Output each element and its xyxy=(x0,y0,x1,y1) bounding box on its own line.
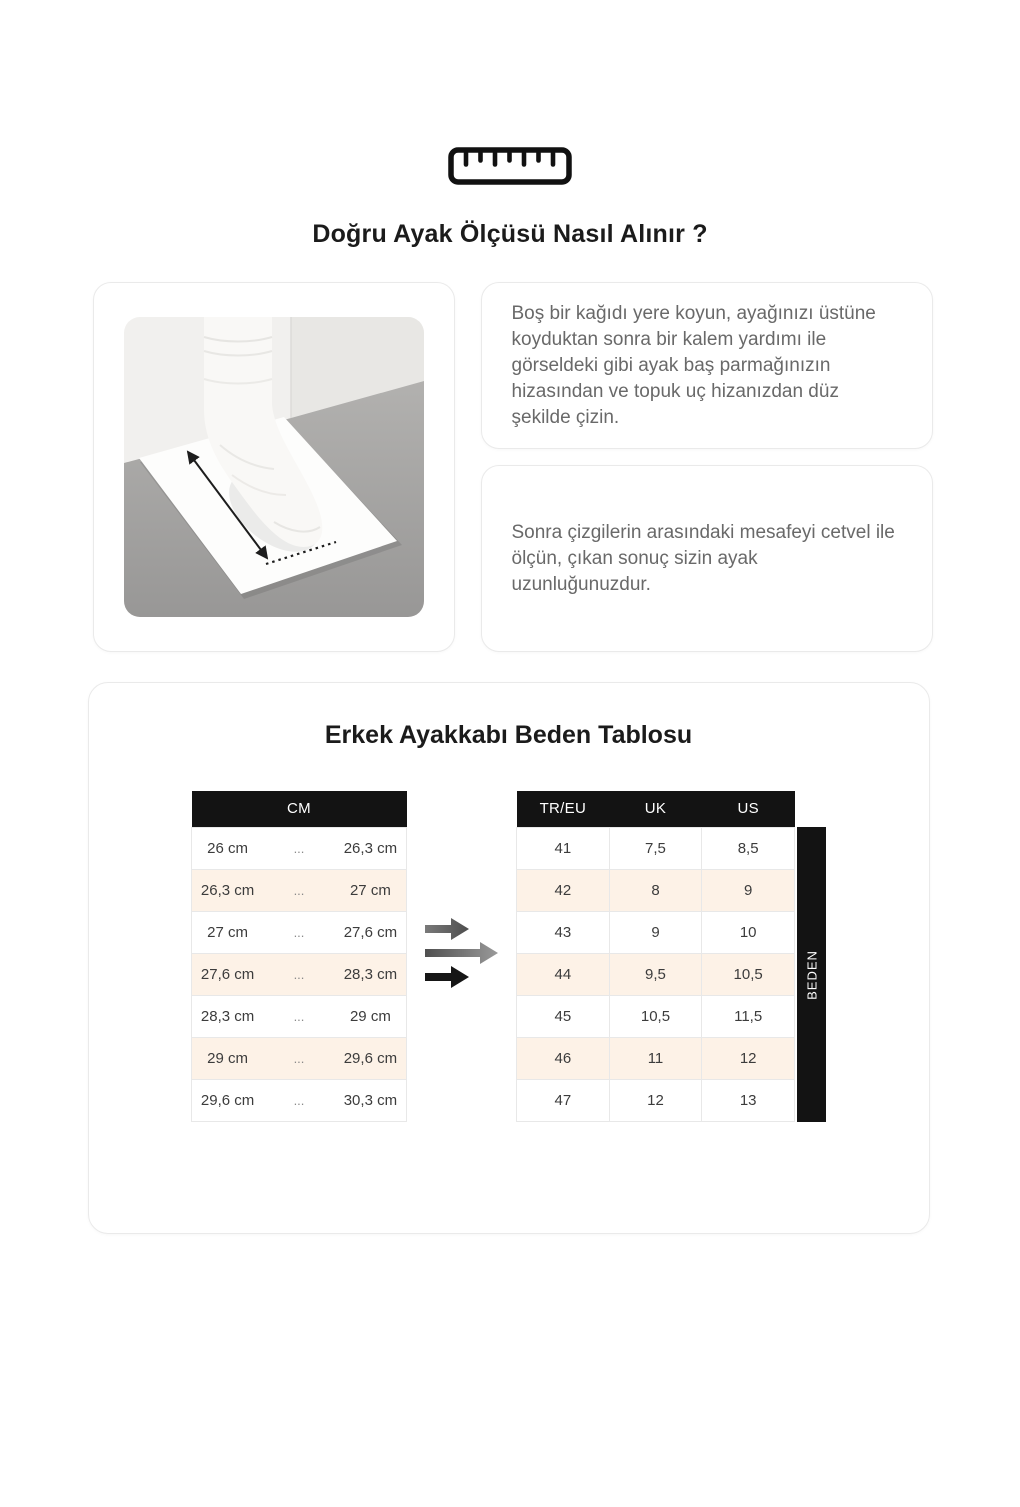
size-table-row xyxy=(517,995,795,1037)
beden-side-strip xyxy=(797,827,826,1122)
size-cell-us: 11,5 xyxy=(702,995,795,1037)
size-table-row xyxy=(517,911,795,953)
cm-range-to: 27 cm xyxy=(335,869,407,911)
cm-range-separator: ... xyxy=(263,1037,335,1079)
size-table-row xyxy=(517,827,795,869)
size-cell-tr-eu: 44 xyxy=(517,953,610,995)
size-table-row xyxy=(517,869,795,911)
size-chart-title: Erkek Ayakkabı Beden Tablosu xyxy=(324,721,693,749)
cm-range-from: 27,6 cm xyxy=(192,953,264,995)
cm-range-from: 28,3 cm xyxy=(192,995,264,1037)
size-cell-uk: 12 xyxy=(609,1079,702,1121)
cm-range-from: 26 cm xyxy=(192,827,264,869)
instructions-column xyxy=(481,282,933,652)
cm-range-separator: ... xyxy=(263,869,335,911)
cm-range-separator: ... xyxy=(263,911,335,953)
size-cell-tr-eu: 45 xyxy=(517,995,610,1037)
instruction-card-2 xyxy=(481,465,933,652)
size-cell-uk: 9 xyxy=(609,911,702,953)
cm-range-from: 29 cm xyxy=(192,1037,264,1079)
beden-side-label: BEDEN xyxy=(804,949,819,1000)
cm-table-row xyxy=(192,953,407,995)
size-table-row xyxy=(517,1037,795,1079)
size-cell-us: 13 xyxy=(702,1079,795,1121)
cm-range-separator: ... xyxy=(263,1079,335,1121)
instruction-text-1: Boş bir kağıdı yere koyun, ayağınızı üstüne koyduktan sonra bir kalem yardımı ile görseldeki gibi ayak baş parmağınızın hizasından ve topuk uç hizanızdan düz şekilde çizin. xyxy=(511,302,876,428)
cm-table-header: CM xyxy=(192,791,407,827)
cm-table-row xyxy=(192,1079,407,1121)
foot-measurement-photo xyxy=(124,317,424,617)
cm-range-to: 29,6 cm xyxy=(335,1037,407,1079)
page-title: Doğru Ayak Ölçüsü Nasıl Alınır ? xyxy=(312,220,708,248)
ruler-icon xyxy=(448,147,572,185)
size-cell-tr-eu: 43 xyxy=(517,911,610,953)
cm-range-to: 26,3 cm xyxy=(335,827,407,869)
size-tables xyxy=(89,791,929,1122)
size-cell-us: 9 xyxy=(702,869,795,911)
cm-range-from: 27 cm xyxy=(192,911,264,953)
cm-range-from: 29,6 cm xyxy=(192,1079,264,1121)
size-cell-us: 8,5 xyxy=(702,827,795,869)
cm-range-to: 27,6 cm xyxy=(335,911,407,953)
size-cell-tr-eu: 42 xyxy=(517,869,610,911)
size-table-header-uk: UK xyxy=(609,791,702,827)
size-table-row xyxy=(517,953,795,995)
cm-range-separator: ... xyxy=(263,953,335,995)
size-cell-tr-eu: 46 xyxy=(517,1037,610,1079)
size-cell-uk: 7,5 xyxy=(609,827,702,869)
cm-table-row xyxy=(192,995,407,1037)
size-guide-page xyxy=(88,147,933,1234)
size-table-header-us: US xyxy=(702,791,795,827)
cm-range-to: 28,3 cm xyxy=(335,953,407,995)
cm-range-from: 26,3 cm xyxy=(192,869,264,911)
instruction-card-1 xyxy=(481,282,933,449)
size-table-row xyxy=(517,1079,795,1121)
cm-range-to: 30,3 cm xyxy=(335,1079,407,1121)
size-cell-uk: 10,5 xyxy=(609,995,702,1037)
size-cell-uk: 8 xyxy=(609,869,702,911)
cm-table-row xyxy=(192,1037,407,1079)
cm-table xyxy=(191,791,407,1122)
size-cell-tr-eu: 41 xyxy=(517,827,610,869)
size-table-header-tr-eu: TR/EU xyxy=(517,791,610,827)
cm-range-separator: ... xyxy=(263,827,335,869)
international-size-table-group xyxy=(516,791,826,1122)
cm-table-row xyxy=(192,911,407,953)
cm-range-to: 29 cm xyxy=(335,995,407,1037)
how-to-section xyxy=(88,282,933,652)
size-cell-uk: 9,5 xyxy=(609,953,702,995)
instruction-text-2: Sonra çizgilerin arasındaki mesafeyi cetvel ile ölçün, çıkan sonuç sizin ayak uzunluğunuzdur. xyxy=(511,521,895,595)
foot-measure-image-card xyxy=(93,282,455,652)
cm-table-row xyxy=(192,869,407,911)
cm-table-row xyxy=(192,827,407,869)
size-cell-us: 10,5 xyxy=(702,953,795,995)
size-cell-us: 10 xyxy=(702,911,795,953)
size-chart-card xyxy=(88,682,930,1234)
size-cell-us: 12 xyxy=(702,1037,795,1079)
size-cell-tr-eu: 47 xyxy=(517,1079,610,1121)
size-table xyxy=(516,791,795,1122)
size-cell-uk: 11 xyxy=(609,1037,702,1079)
conversion-arrows-icon xyxy=(423,915,501,991)
cm-range-separator: ... xyxy=(263,995,335,1037)
